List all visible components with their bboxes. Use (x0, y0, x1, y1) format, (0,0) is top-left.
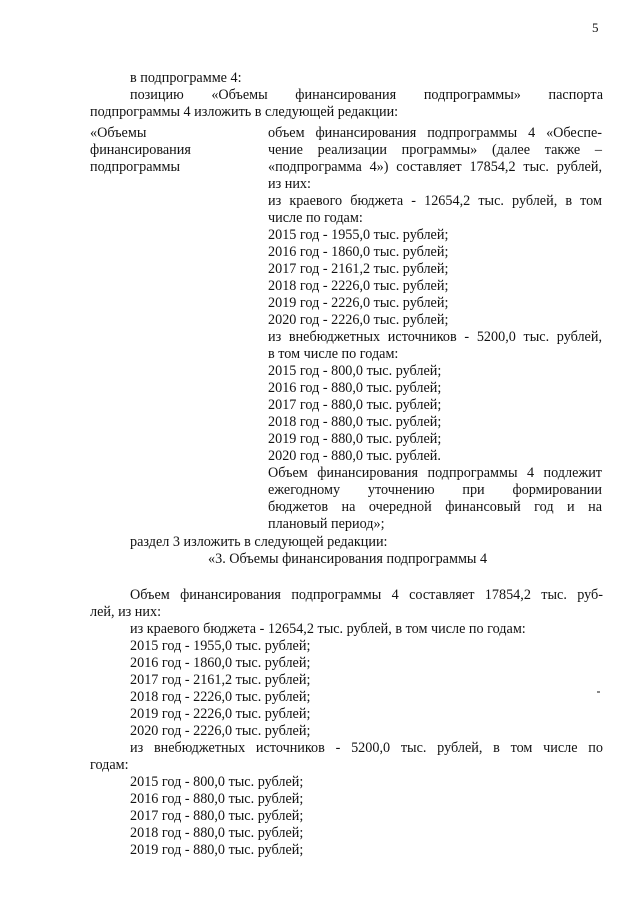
table-right-line: 2015 год - 1955,0 тыс. рублей; (268, 227, 449, 243)
page-number: 5 (592, 20, 599, 35)
body-line: 2018 год - 2226,0 тыс. рублей; (130, 689, 311, 705)
table-right-line: из внебюджетных источников - 5200,0 тыс. рублей, (268, 329, 602, 345)
table-right-line: из краевого бюджета - 12654,2 тыс. рублей, в том (268, 193, 602, 209)
section3-body (90, 587, 603, 859)
table-left-column (90, 125, 250, 176)
table-right-line: из них: (268, 176, 311, 192)
table-right-line: 2018 год - 2226,0 тыс. рублей; (268, 278, 449, 294)
table-right-line: 2020 год - 2226,0 тыс. рублей; (268, 312, 449, 328)
table-right-line: чение реализации программы» (далее также – (268, 142, 602, 158)
table-right-line: Объем финансирования подпрограммы 4 подлежит (268, 465, 602, 481)
table-right-line: 2016 год - 1860,0 тыс. рублей; (268, 244, 449, 260)
table-right-line: ежегодному уточнению при формировании (268, 482, 602, 498)
body-line: 2017 год - 2161,2 тыс. рублей; (130, 672, 311, 688)
body-line: из краевого бюджета - 12654,2 тыс. рублей, в том числе по годам: (130, 621, 526, 637)
table-right-line: 2020 год - 880,0 тыс. рублей. (268, 448, 441, 464)
body-line: лей, из них: (90, 604, 162, 620)
table-right-line: 2019 год - 2226,0 тыс. рублей; (268, 295, 449, 311)
body-line: 2016 год - 880,0 тыс. рублей; (130, 791, 304, 807)
table-right-line: «подпрограмма 4») составляет 17854,2 тыс. рублей, (268, 159, 602, 175)
body-line: 2019 год - 2226,0 тыс. рублей; (130, 706, 311, 722)
table-right-line: в том числе по годам: (268, 346, 399, 362)
body-line: Объем финансирования подпрограммы 4 составляет 17854,2 тыс. руб- (130, 587, 603, 603)
body-line: 2017 год - 880,0 тыс. рублей; (130, 808, 304, 824)
scan-speck (597, 691, 600, 693)
table-right-line: 2019 год - 880,0 тыс. рублей; (268, 431, 442, 447)
body-line: 2015 год - 800,0 тыс. рублей; (130, 774, 304, 790)
body-line: 2015 год - 1955,0 тыс. рублей; (130, 638, 311, 654)
section3-heading: «3. Объемы финансирования подпрограммы 4 (208, 551, 488, 567)
body-line: годам: (90, 757, 129, 773)
table-right-line: 2017 год - 2161,2 тыс. рублей; (268, 261, 449, 277)
table-left-cell: финансирования (90, 142, 191, 158)
body-line: 2018 год - 880,0 тыс. рублей; (130, 825, 304, 841)
intro-line-3: подпрограммы 4 изложить в следующей редакции: (90, 104, 399, 120)
body-line: 2016 год - 1860,0 тыс. рублей; (130, 655, 311, 671)
intro-line-2: позицию «Объемы финансирования подпрограммы» паспорта (130, 87, 603, 103)
table-right-line: 2018 год - 880,0 тыс. рублей; (268, 414, 442, 430)
table-left-cell: подпрограммы (90, 159, 180, 175)
table-right-line: 2015 год - 800,0 тыс. рублей; (268, 363, 442, 379)
table-right-line: 2016 год - 880,0 тыс. рублей; (268, 380, 442, 396)
table-right-line: объем финансирования подпрограммы 4 «Обеспе- (268, 125, 602, 141)
body-line: 2019 год - 880,0 тыс. рублей; (130, 842, 304, 858)
table-right-line: бюджетов на очередной финансовый год и на (268, 499, 602, 515)
body-line: из внебюджетных источников - 5200,0 тыс. рублей, в том числе по (130, 740, 603, 756)
body-line: 2020 год - 2226,0 тыс. рублей; (130, 723, 311, 739)
table-right-line: числе по годам: (268, 210, 363, 226)
intro-line-1: в подпрограмме 4: (130, 70, 242, 86)
section3-intro: раздел 3 изложить в следующей редакции: (130, 534, 388, 550)
table-left-cell: «Объемы (90, 125, 147, 141)
table-right-line: плановый период»; (268, 516, 385, 532)
table-right-column (268, 125, 602, 533)
table-right-line: 2017 год - 880,0 тыс. рублей; (268, 397, 442, 413)
